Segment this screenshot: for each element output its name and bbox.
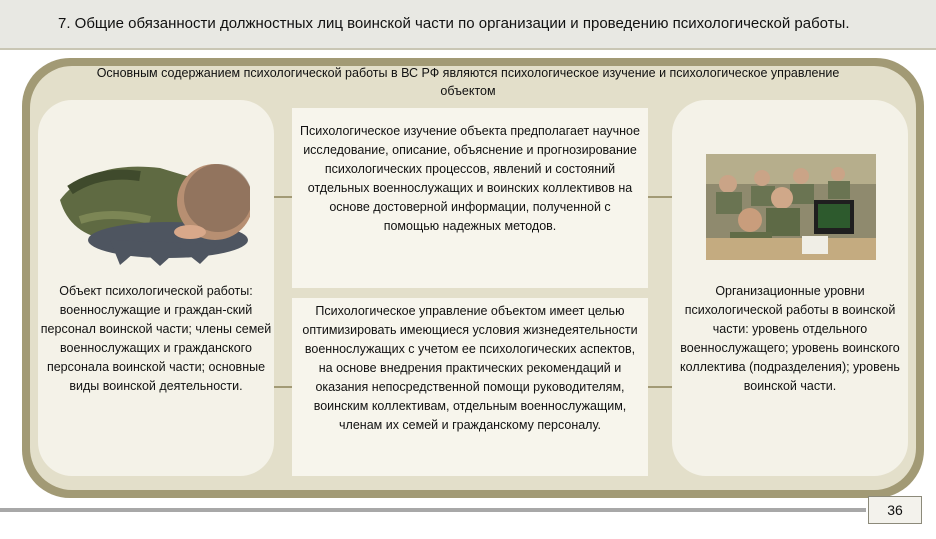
object-text: Объект психологической работы: военнослужащие и граждан-ский персонал воинской части; члены семей военнослужащих и гражданского персонала воинской части; основные виды воинской деятельности. xyxy=(40,284,272,393)
classroom-photo xyxy=(706,154,876,260)
management-text: Психологическое управление объектом имеет целью оптимизировать имеющиеся условия жизнедеятельности военнослужащих с учетом ее психологических аспектов, на основе внедрения практических рекомендаций и оказания непосредственной помощи руководителям, воинским коллективам, отдельным военнослужащим, членам их семей и гражданскому персоналу. xyxy=(302,304,638,432)
footer-line xyxy=(0,508,866,512)
tired-soldier-photo xyxy=(50,140,250,270)
levels-text: Организационные уровни психологической работы в воинской части: уровень отдельного военнослужащего; уровень воинского коллектива (подразделения); уровень воинской части. xyxy=(680,284,900,393)
study-text: Психологическое изучение объекта предполагает научное исследование, описание, объяснение и прогнозирование психологических процессов, явлений и состояний отдельных военнослужащих и воинских коллективов на основе достоверной информации, полученной с помощью надежных методов. xyxy=(300,124,640,233)
intro-text: Основным содержанием психологической работы в ВС РФ являются психологическое изучение и психологическое управление объектом xyxy=(96,66,840,98)
page-number: 36 xyxy=(868,496,922,524)
slide-title: 7. Общие обязанности должностных лиц воинской части по организации и проведению психологической работы. xyxy=(58,15,850,32)
